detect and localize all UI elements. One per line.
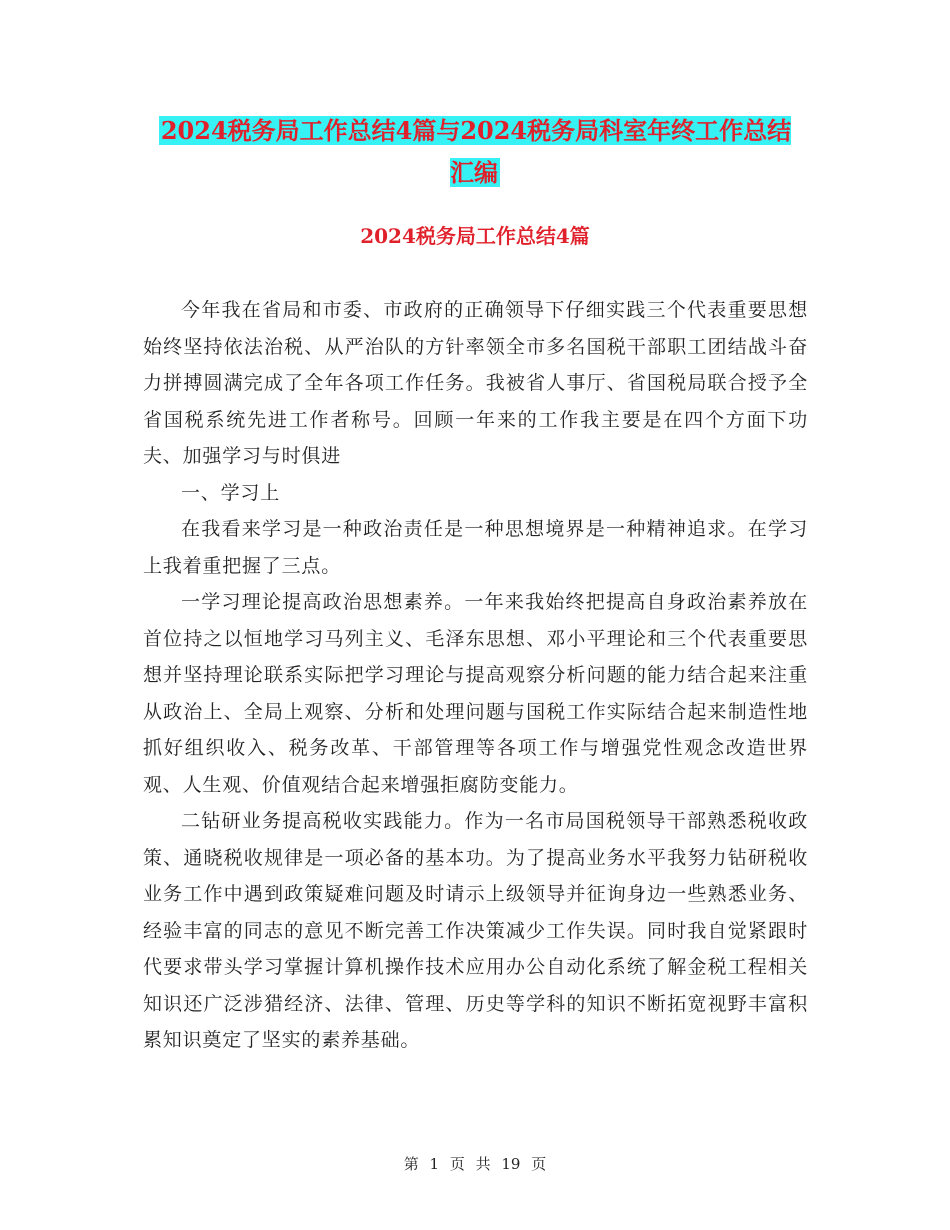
body-paragraph: 在我看来学习是一种政治责任是一种思想境界是一种精神追求。在学习上我着重把握了三点。 [143, 518, 808, 577]
document-title-text: 2024税务局工作总结4篇与2024税务局科室年终工作总结汇编 [160, 116, 792, 187]
page-number-footer: 第 1 页 共 19 页 [403, 1155, 547, 1173]
section-title: 2024税务局工作总结4篇 [360, 224, 590, 248]
body-paragraph: 一学习理论提高政治思想素养。一年来我始终把提高自身政治素养放在首位持之以恒地学习马列主义、毛泽东思想、邓小平理论和三个代表重要思想并坚持理论联系实际把学习理论与提高观察分析问题的能力结合起来注重从政治上、全局上观察、分析和处理问题与国税工作实际结合起来制造性地抓好组织收入、税务改革、干部管理等各项工作与增强党性观念改造世界观、人生观、价值观结合起来增强拒腐防变能力。 [143, 591, 808, 796]
body-paragraph: 今年我在省局和市委、市政府的正确领导下仔细实践三个代表重要思想始终坚持依法治税、从严治队的方针率领全市多名国税干部职工团结战斗奋力拼搏圆满完成了全年各项工作任务。我被省人事厅、省国税局联合授予全省国税系统先进工作者称号。回顾一年来的工作我主要是在四个方面下功夫、加强学习与时俱进 [143, 299, 808, 467]
document-body [143, 292, 808, 1059]
body-heading-study: 一、学习上 [181, 481, 281, 504]
body-paragraph: 二钻研业务提高税收实践能力。作为一名市局国税领导干部熟悉税收政策、通晓税收规律是一项必备的基本功。为了提高业务水平我努力钻研税收业务工作中遇到政策疑难问题及时请示上级领导并征询身边一些熟悉业务、经验丰富的同志的意见不断完善工作决策减少工作失误。同时我自觉紧跟时代要求带头学习掌握计算机操作技术应用办公自动化系统了解金税工程相关知识还广泛涉猎经济、法律、管理、历史等学科的知识不断拓宽视野丰富积累知识奠定了坚实的素养基础。 [143, 810, 808, 1051]
document-title [150, 110, 800, 194]
